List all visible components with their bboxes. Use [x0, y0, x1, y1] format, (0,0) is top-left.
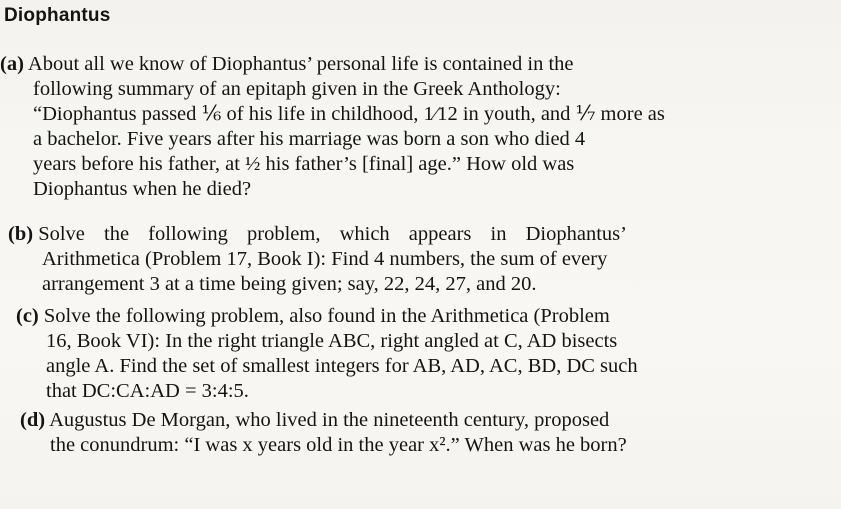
exercise-a-line-4: a bachelor. Five years after his marriage was born a son who died 4	[33, 128, 586, 150]
exercise-b-line-2: Arithmetica (Problem 17, Book I): Find 4 numbers, the sum of every	[42, 248, 608, 270]
exercise-c-line-2: 16, Book VI): In the right triangle ABC, right angled at C, AD bisects	[46, 330, 618, 352]
exercise-b-line-3: arrangement 3 at a time being given; say, 22, 24, 27, and 20.	[42, 273, 537, 295]
exercise-d	[20, 408, 732, 458]
exercise-a-line-3: “Diophantus passed ⅙ of his life in childhood, 1⁄12 in youth, and ⅐ more as	[33, 103, 665, 125]
exercise-d-line-2: the conundrum: “I was x years old in the year x².” When was he born?	[50, 434, 627, 456]
exercise-a-line-2: following summary of an epitaph given in the Greek Anthology:	[33, 78, 561, 100]
exercise-b-text-1: Solve the following problem, which appears in Diophantus’	[38, 223, 627, 245]
exercise-c-line-4: that DC:CA:AD = 3:4:5.	[46, 380, 249, 402]
exercise-c-label: (c)	[16, 305, 39, 327]
exercise-a-line-6: Diophantus when he died?	[33, 178, 252, 200]
exercise-b-line-1	[8, 222, 743, 247]
section-title: Diophantus	[4, 5, 111, 26]
exercise-a-line-1	[0, 52, 745, 77]
exercise-a	[0, 52, 745, 202]
exercise-d-text-1: Augustus De Morgan, who lived in the nineteenth century, proposed	[49, 409, 610, 431]
exercise-c-line-1	[16, 304, 738, 329]
exercise-d-line-1	[20, 408, 732, 433]
exercise-c-line-3: angle A. Find the set of smallest integers for AB, AD, AC, BD, DC such	[46, 355, 638, 377]
exercise-b	[8, 222, 743, 297]
exercise-a-line-5: years before his father, at ½ his father’s [final] age.” How old was	[33, 153, 575, 175]
exercise-c	[16, 304, 738, 404]
exercise-b-label: (b)	[8, 223, 34, 245]
exercise-d-label: (d)	[20, 409, 46, 431]
exercise-c-text-1: Solve the following problem, also found in the Arithmetica (Problem	[43, 305, 610, 327]
exercise-a-text-1: About all we know of Diophantus’ personal life is contained in the	[27, 53, 574, 75]
exercise-a-label: (a)	[0, 53, 24, 75]
